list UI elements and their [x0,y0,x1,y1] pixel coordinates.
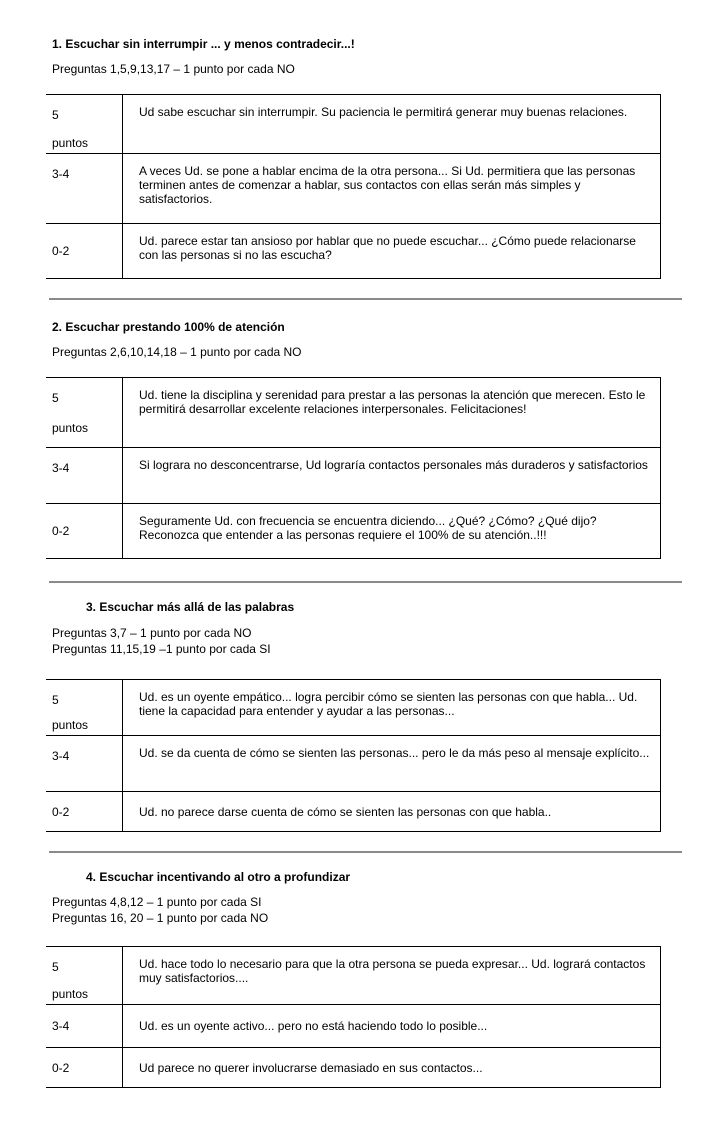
score-value: 5 [52,391,59,405]
score-unit: puntos [52,987,89,1001]
score-unit: puntos [52,421,89,435]
section-1-title: 1. Escuchar sin interrumpir ... y menos contradecir...! [52,37,355,51]
score-range: 3-4 [52,1019,70,1033]
section-3-title: 3. Escuchar más allá de las palabras [86,600,295,614]
score-description: Ud. parece estar tan ansioso por hablar que no puede escuchar... ¿Cómo puede relacionarse con las personas si no las escucha? [123,224,661,279]
section-3-questions-2: Preguntas 11,15,19 –1 punto por cada SI [52,642,271,656]
table-row [46,736,661,792]
score-description: Ud. hace todo lo necesario para que la otra persona se pueda expresar... Ud. logrará contactos muy satisfactorios.... [123,947,661,1005]
score-description: Ud sabe escuchar sin interrumpir. Su paciencia le permitirá generar muy buenas relaciones. [123,95,661,154]
score-value: 5 [52,108,59,122]
section-4-score-table [46,946,661,1088]
score-unit: puntos [52,136,89,150]
table-row [46,224,661,279]
score-description: A veces Ud. se pone a hablar encima de la otra persona... Si Ud. permitiera que las personas terminen antes de comenzar a hablar, sus contactos con ellas serán más simples y satisfactorios. [123,154,661,224]
table-row [46,95,661,154]
score-description: Ud. no parece darse cuenta de cómo se sienten las personas con que habla.. [123,792,661,832]
table-row [46,1048,661,1088]
score-range: 0-2 [52,1060,70,1075]
section-divider [49,298,682,300]
table-row [46,1005,661,1048]
score-range: 0-2 [52,244,70,258]
section-divider [49,851,682,853]
table-row [46,792,661,832]
table-row [46,154,661,224]
table-row [46,947,661,1005]
table-row [46,448,661,504]
table-row [46,378,661,448]
section-4-questions-2: Preguntas 16, 20 – 1 punto por cada NO [52,911,269,925]
score-range: 3-4 [52,749,70,763]
table-row [46,504,661,559]
score-range: 0-2 [52,524,70,538]
section-3-score-table [46,679,661,832]
section-2-title: 2. Escuchar prestando 100% de atención [52,320,285,334]
score-description: Ud parece no querer involucrarse demasiado en sus contactos... [123,1048,661,1088]
section-1-score-table [46,94,661,279]
score-value: 5 [52,960,59,974]
score-description: Si lograra no desconcentrarse, Ud lograría contactos personales más duraderos y satisfactorios [123,448,661,504]
table-row [46,680,661,736]
score-description: Ud. se da cuenta de cómo se sienten las personas... pero le da más peso al mensaje explícito... [123,736,661,792]
score-description: Ud. es un oyente empático... logra percibir cómo se sienten las personas con que habla... Ud. tiene la capacidad para entender y ayudar a las personas... [123,680,661,736]
section-4-title: 4. Escuchar incentivando al otro a profundizar [86,870,351,884]
score-range: 0-2 [52,804,70,819]
section-2-score-table [46,377,661,559]
score-description: Ud. tiene la disciplina y serenidad para prestar a las personas la atención que merecen. Esto le permitirá desarrollar excelente relaciones interpersonales. Felicitaciones! [123,378,661,448]
section-1-questions-1: Preguntas 1,5,9,13,17 – 1 punto por cada NO [52,62,295,76]
score-description: Seguramente Ud. con frecuencia se encuentra diciendo... ¿Qué? ¿Cómo? ¿Qué dijo? Reconozca que entender a las personas requiere el 100% de su atención..!!! [123,504,661,559]
score-value: 5 [52,693,59,707]
score-description: Ud. es un oyente activo... pero no está haciendo todo lo posible... [123,1005,661,1048]
score-unit: puntos [52,718,89,732]
section-divider [49,581,682,583]
section-2-questions-1: Preguntas 2,6,10,14,18 – 1 punto por cada NO [52,345,302,359]
section-4-questions-1: Preguntas 4,8,12 – 1 punto por cada SI [52,895,262,909]
section-3-questions-1: Preguntas 3,7 – 1 punto por cada NO [52,626,252,640]
score-range: 3-4 [52,167,70,181]
score-range: 3-4 [52,461,70,475]
